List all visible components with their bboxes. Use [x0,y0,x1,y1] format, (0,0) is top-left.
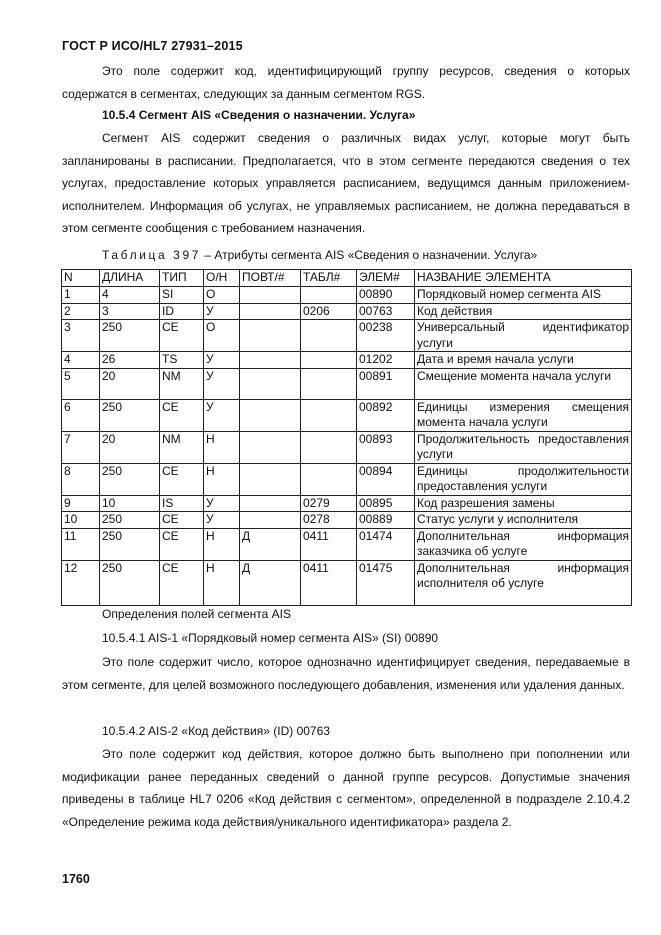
table-cell: О [204,286,240,303]
table-cell: У [204,512,240,529]
table-row [62,431,632,463]
table-cell: NM [160,368,204,399]
table-cell: Д [240,560,301,605]
table-cell: 01475 [357,560,415,605]
table-cell: 250 [100,399,160,431]
table-cell: У [204,352,240,369]
table-cell: 5 [62,368,100,399]
field-2-title: 10.5.4.2 AIS-2 «Код действия» (ID) 00763 [102,724,330,738]
table-cell: 3 [62,320,100,352]
table-cell: CE [160,399,204,431]
table-cell: CE [160,528,204,560]
table-cell: 00238 [357,320,415,352]
table-cell: 20 [100,431,160,463]
column-header: N [62,270,100,287]
field-1-title: 10.5.4.1 AIS-1 «Порядковый номер сегмента AIS» (SI) 00890 [102,631,439,645]
field-1-text: Это поле содержит число, которое однозначно идентифицирует сведения, передаваемые в этом сегменте, для целей возможного последующего добавления, изменения или удаления данных. [62,655,630,692]
table-cell: У [204,368,240,399]
table-cell: 00895 [357,495,415,512]
table-cell: У [204,399,240,431]
table-cell: 250 [100,320,160,352]
table-cell [301,399,357,431]
table-row [62,399,632,431]
table-cell: CE [160,512,204,529]
table-cell: SI [160,286,204,303]
table-cell: 00889 [357,512,415,529]
column-header: ДЛИНА [100,270,160,287]
table-cell [240,352,301,369]
table-cell: 11 [62,528,100,560]
table-cell: Н [204,560,240,605]
table-cell: 26 [100,352,160,369]
table-cell [240,303,301,320]
table-cell: Универсальный идентификатор услуги [415,320,632,352]
table-row [62,495,632,512]
table-row [62,463,632,495]
table-cell: 250 [100,512,160,529]
table-cell: 7 [62,431,100,463]
table-row [62,286,632,303]
table-cell: 00892 [357,399,415,431]
table-cell [301,431,357,463]
page-number: 1760 [62,872,90,886]
table-cell: 00893 [357,431,415,463]
table-cell: Дата и время начала услуги [415,352,632,369]
paragraph-ais-description: Сегмент AIS содержит сведения о различных видах услуг, которые могут быть запланированы в расписании. Предполагается, что в этом сегменте передаются сведения о тех услугах, предоставление которых управляется расписанием, ведущимся данным приложением-исполнителем. Информация об услугах, не управляемых расписанием, не должна передаваться в этом сегменте сообщения с требованием назначения. [62,131,630,236]
table-cell: Код действия [415,303,632,320]
table-cell: 0206 [301,303,357,320]
table-cell [301,352,357,369]
table-row [62,320,632,352]
definitions-title: Определения полей сегмента AIS [102,607,291,621]
table-cell [240,320,301,352]
table-cell [301,463,357,495]
table-cell: 0411 [301,560,357,605]
table-cell: CE [160,560,204,605]
table-row [62,512,632,529]
table-cell: IS [160,495,204,512]
table-cell: Код разрешения замены [415,495,632,512]
table-cell: Статус услуги у исполнителя [415,512,632,529]
column-header: НАЗВАНИЕ ЭЛЕМЕНТА [415,270,632,287]
table-cell: 0279 [301,495,357,512]
running-header: ГОСТ Р ИСО/HL7 27931–2015 [62,39,243,53]
table-cell: CE [160,463,204,495]
table-cell [301,320,357,352]
table-cell [240,495,301,512]
table-cell: 4 [62,352,100,369]
table-row [62,352,632,369]
table-cell: 20 [100,368,160,399]
table-caption-label: Таблица 397 [102,248,202,262]
table-cell: Единицы продолжительности предоставления услуги [415,463,632,495]
table-cell [240,463,301,495]
field-2-text: Это поле содержит код действия, которое должно быть выполнено при пополнении или модификации ранее переданных сведений о данной группе ресурсов. Допустимые значения приведены в таблице HL7 0206 «Код действия с сегментом», определенной в подразделе 2.10.4.2 «Определение режима кода действия/уникального идентификатора» раздела 2. [62,747,630,829]
paragraph-rgs: Это поле содержит код, идентифицирующий группу ресурсов, сведения о которых содержатся в сегментах, следующих за данным сегментом RGS. [62,64,630,101]
table-cell: 9 [62,495,100,512]
table-cell: 10 [100,495,160,512]
table-cell [240,286,301,303]
table-cell: 8 [62,463,100,495]
table-cell: Дополнительная информация заказчика об услуге [415,528,632,560]
table-cell: 0278 [301,512,357,529]
table-cell: 00891 [357,368,415,399]
table-cell: 250 [100,560,160,605]
table-cell: 00894 [357,463,415,495]
column-header: ПОВТ/# [240,270,301,287]
column-header: ТИП [160,270,204,287]
table-cell: 12 [62,560,100,605]
column-header: ЭЛЕМ# [357,270,415,287]
column-header: О/Н [204,270,240,287]
table-cell: У [204,303,240,320]
table-cell: 00763 [357,303,415,320]
table-cell: 10 [62,512,100,529]
table-cell: 00890 [357,286,415,303]
section-title: 10.5.4 Сегмент AIS «Сведения о назначении. Услуга» [102,108,416,122]
table-cell: 2 [62,303,100,320]
table-caption-separator: – [204,248,212,262]
table-cell [240,512,301,529]
table-cell: NM [160,431,204,463]
table-cell: Н [204,431,240,463]
table-row [62,528,632,560]
table-cell: Порядковый номер сегмента AIS [415,286,632,303]
table-cell: Н [204,528,240,560]
table-cell: 6 [62,399,100,431]
column-header: ТАБЛ# [301,270,357,287]
table-cell: 4 [100,286,160,303]
table-cell: 0411 [301,528,357,560]
table-cell: ID [160,303,204,320]
table-cell: 1 [62,286,100,303]
table-cell: 250 [100,463,160,495]
table-row [62,560,632,605]
table-caption [102,246,537,264]
table-caption-text: Атрибуты сегмента AIS «Сведения о назначении. Услуга» [214,248,538,262]
table-cell: 250 [100,528,160,560]
table-cell: TS [160,352,204,369]
table-cell [240,399,301,431]
table-row [62,368,632,399]
table-cell: CE [160,320,204,352]
table-cell: Единицы измерения смещения момента начала услуги [415,399,632,431]
table-cell [301,368,357,399]
table-cell: У [204,495,240,512]
table-cell: Н [204,463,240,495]
table-cell [240,368,301,399]
attributes-table [61,269,632,606]
table-cell [301,286,357,303]
table-cell: 3 [100,303,160,320]
table-row [62,303,632,320]
table-cell: О [204,320,240,352]
table-cell: 01202 [357,352,415,369]
table-cell [240,431,301,463]
table-cell: 01474 [357,528,415,560]
table-cell: Смещение момента начала услуги [415,368,632,399]
table-cell: Д [240,528,301,560]
table-header-row [62,270,632,287]
table-cell: Продолжительность предоставления услуги [415,431,632,463]
table-cell: Дополнительная информация исполнителя об услуге [415,560,632,605]
